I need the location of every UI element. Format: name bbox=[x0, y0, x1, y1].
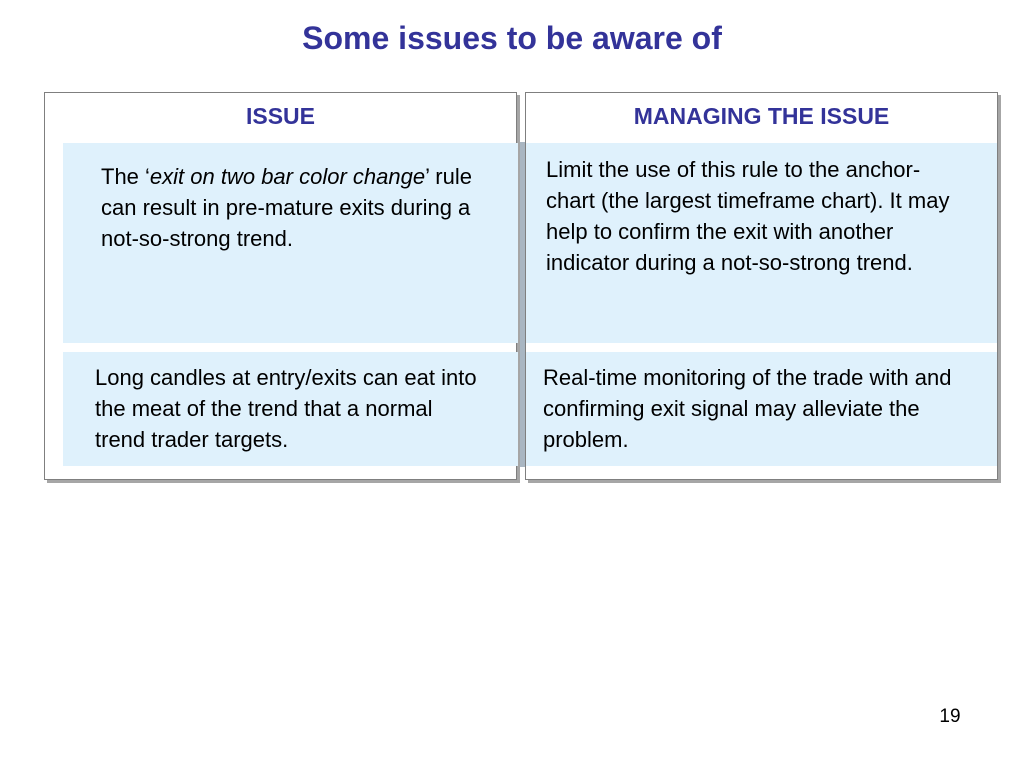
slide-title: Some issues to be aware of bbox=[302, 20, 722, 56]
managing-column-header: MANAGING THE ISSUE bbox=[633, 103, 890, 129]
page-number: 19 bbox=[939, 706, 961, 727]
issue-cell-1 bbox=[63, 143, 518, 343]
issue-text-1 bbox=[101, 161, 494, 254]
issue-text-1-prefix: The ‘ bbox=[101, 164, 150, 189]
managing-cell-1 bbox=[526, 143, 997, 343]
issue-text-1-suffix: ’ rule can result in pre-mature exits during a not-so-strong trend. bbox=[101, 164, 472, 251]
managing-column-panel bbox=[525, 92, 998, 480]
issue-text-1-emphasis: exit on two bar color change bbox=[149, 164, 426, 189]
managing-cell-2 bbox=[526, 352, 997, 466]
issue-column-header: ISSUE bbox=[245, 103, 316, 129]
issue-text-2: Long candles at entry/exits can eat into the meat of the trend that a normal trend trader targets. bbox=[95, 365, 477, 452]
column-divider bbox=[517, 142, 525, 467]
issue-column-panel bbox=[44, 92, 517, 480]
issue-cell-2 bbox=[63, 352, 518, 466]
managing-text-2: Real-time monitoring of the trade with and confirming exit signal may alleviate the problem. bbox=[543, 365, 952, 452]
managing-text-1: Limit the use of this rule to the anchor-chart (the largest timeframe chart). It may help to confirm the exit with another indicator during a not-so-strong trend. bbox=[546, 157, 950, 275]
